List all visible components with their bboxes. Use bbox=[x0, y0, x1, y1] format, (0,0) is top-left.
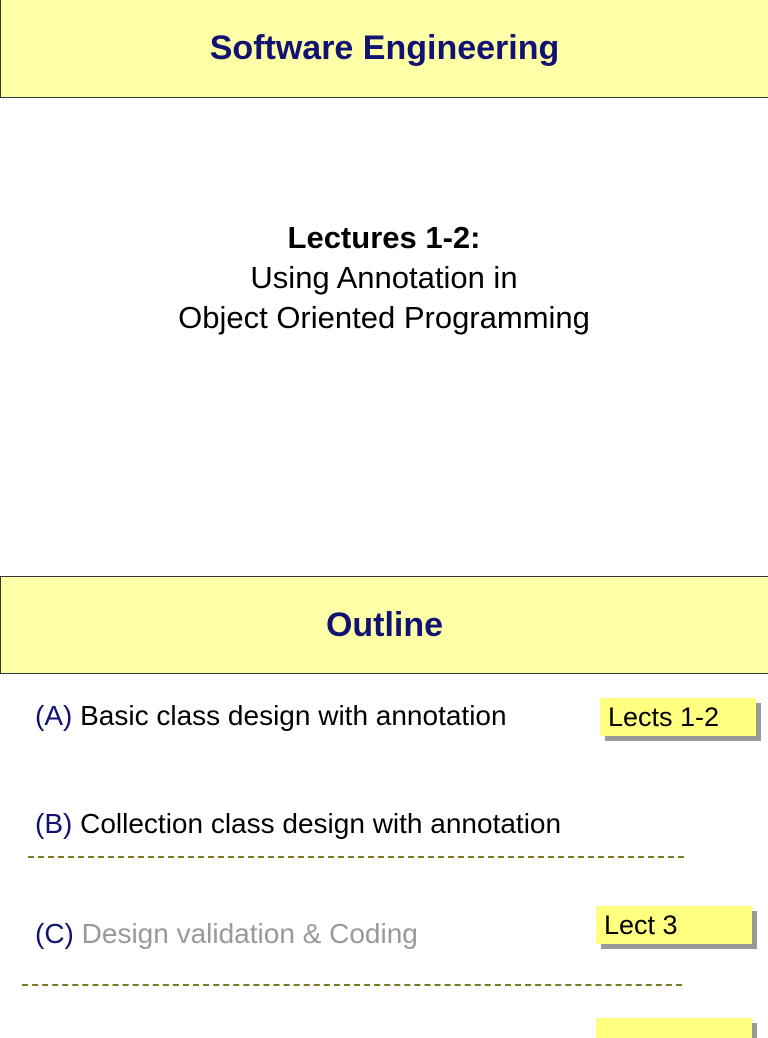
slide-title-banner bbox=[0, 0, 768, 98]
outline-item-a bbox=[35, 700, 507, 732]
outline-item-letter: (C) bbox=[35, 918, 74, 949]
dashed-divider bbox=[28, 856, 684, 858]
outline-item-letter: (B) bbox=[35, 808, 73, 839]
outline-title: Outline bbox=[325, 605, 444, 644]
lecture-subtitle-line2: Object Oriented Programming bbox=[178, 300, 590, 335]
outline-item-text: Collection class design with annotation bbox=[80, 808, 562, 839]
outline-item-c bbox=[35, 918, 418, 950]
lecture-info bbox=[0, 218, 768, 338]
lecture-tag-lect-3: Lect 3 bbox=[596, 906, 752, 944]
outline-title-banner bbox=[0, 576, 768, 674]
lecture-subtitle-line1: Using Annotation in bbox=[250, 260, 518, 295]
outline-item-b bbox=[35, 808, 561, 840]
lecture-tag-partial bbox=[596, 1018, 752, 1038]
slide-title: Software Engineering bbox=[209, 29, 560, 67]
dashed-divider bbox=[22, 984, 682, 986]
outline-item-text: Design validation & Coding bbox=[81, 918, 418, 949]
lecture-heading: Lectures 1-2: bbox=[287, 220, 481, 255]
outline-item-letter: (A) bbox=[35, 700, 73, 731]
outline-item-text: Basic class design with annotation bbox=[80, 700, 507, 731]
lecture-tag-lects-1-2: Lects 1-2 bbox=[600, 698, 756, 736]
